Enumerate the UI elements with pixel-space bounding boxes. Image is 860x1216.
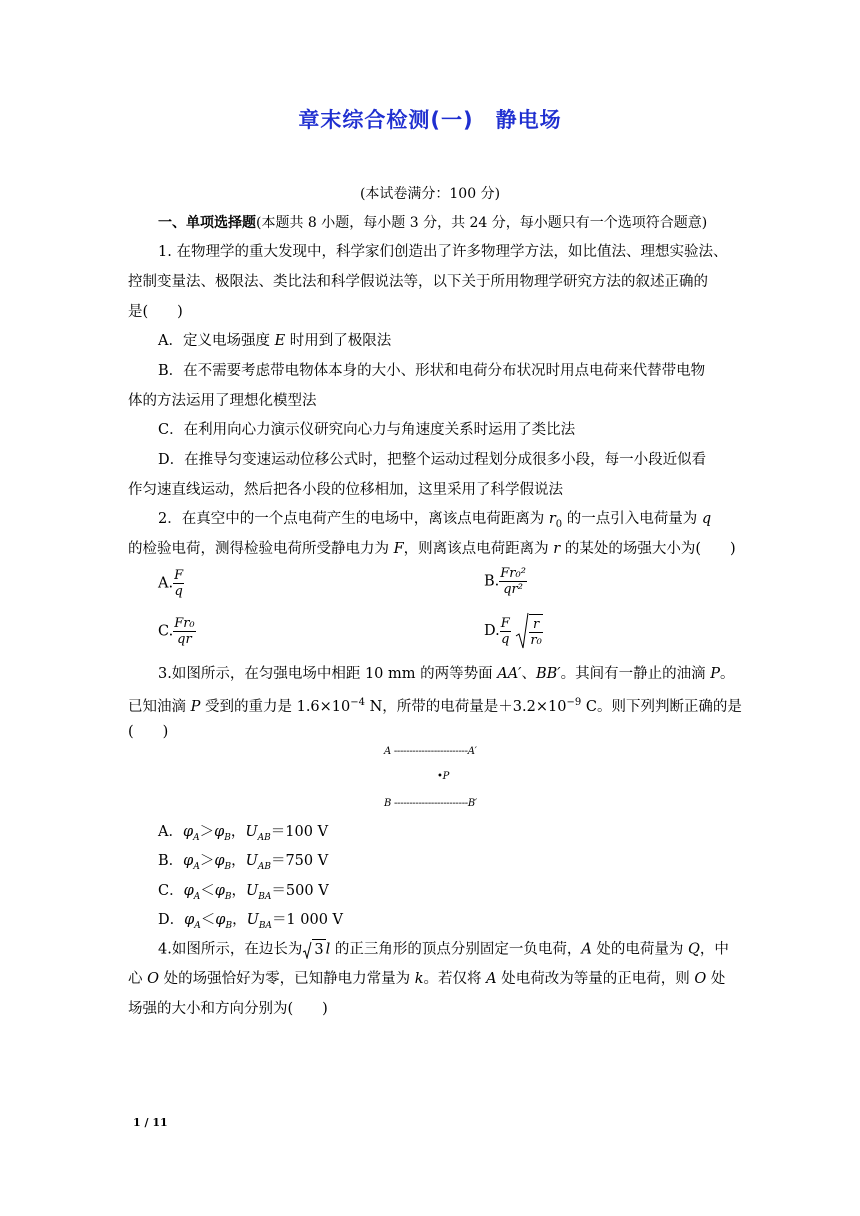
oil-drop-p: •P (437, 771, 450, 782)
q2-r0: r (548, 511, 556, 527)
q4-O-2: O (694, 971, 707, 987)
q3-a-s2: B (224, 832, 231, 843)
q3-P-2: P (190, 698, 201, 715)
q4-text-4: ，中 (699, 941, 729, 958)
q4-sqrt (302, 939, 325, 960)
q4-text-9: 处 (706, 971, 726, 987)
q2-text: 2．在真空中的一个点电荷产生的电场中，离该点电荷距离为 (158, 511, 549, 527)
q3-a-s1: A (193, 832, 200, 843)
q2-a-fraction (173, 568, 184, 599)
q3-c-us: BA (258, 891, 272, 902)
q2-option-b (484, 566, 527, 597)
q2-d-rad-den: r₀ (530, 633, 542, 648)
section-rule: (本题共 8 小题，每小题 3 分，共 24 分，每小题只有一个选项符合题意) (256, 215, 708, 231)
q2-option-d (484, 612, 543, 650)
q3-a-phi2: φ (214, 824, 225, 840)
q3-d-phi2: φ (215, 912, 226, 928)
q2-d-num: F (500, 615, 510, 631)
q3-stem-line2 (128, 693, 742, 717)
q3-b-U: U (245, 853, 258, 869)
q3-c-val: ＝500 V (271, 883, 329, 899)
dashed-line-b: ------------------------ (393, 798, 468, 809)
q3-d-s1: A (194, 920, 201, 931)
q3-stem-line1 (158, 664, 734, 684)
q2-d-label: D. (484, 623, 500, 639)
q3-c-phi2: φ (214, 883, 225, 899)
q3-text-4: 已知油滴 (128, 698, 191, 715)
q2-q: q (701, 511, 712, 527)
q2-c-num: Fr₀ (174, 616, 195, 631)
diagram-line-b (384, 798, 477, 809)
q3-exp1: −4 (350, 697, 366, 708)
q3-BB: BB′ (535, 666, 561, 682)
section-title: 一、单项选择题 (158, 215, 256, 231)
q4-radicand: 3 (312, 939, 325, 960)
q1-option-d-line2: 作匀速直线运动，然后把各小段的位移相加，这里采用了科学假说法 (128, 482, 563, 498)
q4-k: k (414, 971, 424, 987)
q3-sep: 、 (521, 666, 536, 682)
q2-text-5: 的某处的场强大小为( ) (560, 541, 736, 557)
q3-c-phi: φ (183, 883, 194, 899)
diagram-line-a (384, 746, 477, 757)
q2-c-den: qr (177, 632, 192, 647)
label-a-prime: A′ (467, 746, 477, 757)
q1-a-var: E (274, 333, 286, 349)
q1-option-a (158, 331, 734, 351)
page-title (0, 104, 860, 134)
q3-text-2: 。其间有一静止的油滴 (560, 666, 711, 682)
q3-b-label: B． (158, 853, 184, 869)
q3-c-s1: A (193, 891, 201, 902)
sqrt-sign-icon (515, 612, 529, 650)
q4-A: A (581, 941, 592, 958)
q3-d-val: ＝1 000 V (271, 912, 344, 928)
q2-d-fraction (500, 616, 511, 647)
q4-text-2: 的正三角形的顶点分别固定一负电荷， (330, 941, 582, 958)
q3-a-us: AB (257, 832, 271, 843)
q3-d-rel: ＜ (200, 912, 216, 928)
q1-a-text: A．定义电场强度 (158, 333, 275, 349)
q2-a-num: F (174, 568, 184, 583)
q2-c-fraction (173, 616, 195, 647)
q3-a-val: ＝100 V (270, 824, 329, 840)
q3-text-5: 受到的重力是 1.6×10 (200, 698, 351, 715)
q1-stem-line2: 控制变量法、极限法、类比法和科学假说法等，以下关于所用物理学研究方法的叙述正确的 (128, 274, 708, 290)
q2-r: r (553, 541, 561, 557)
q3-b-s2: B (224, 861, 232, 872)
q4-text-7: 。若仅将 (423, 971, 487, 987)
q2-r0-sub: 0 (555, 518, 563, 530)
q3-option-d: D．$\varphi_A<\varphi_B$，$U_{BA}=1$ 000 V (158, 912, 344, 931)
title-sub: 静电场 (495, 108, 562, 132)
q1-option-b-line2: 体的方法运用了理想化模型法 (128, 393, 317, 409)
q4-text-6: 处的场强恰好为零，已知静电力常量为 (159, 971, 415, 987)
q2-b-fraction (499, 566, 527, 597)
q3-option-c: C．$\varphi_A<\varphi_B$，$U_{BA}=500$ V (158, 883, 329, 902)
q3-a-phi: φ (182, 824, 194, 840)
q2-option-a (158, 568, 184, 599)
q3-AA: AA′ (497, 666, 522, 682)
q3-b-us: AB (257, 861, 271, 872)
q3-c-s2: B (224, 891, 232, 902)
q3-option-b: B．$\varphi_A>\varphi_B$，$U_{AB}=750$ V (158, 853, 329, 872)
q4-text: 4.如图所示，在边长为 (158, 941, 303, 958)
q3-a-rel: ＞ (199, 824, 215, 840)
q2-c-label: C. (158, 623, 174, 640)
q4-text-5: 心 (128, 971, 148, 987)
q3-a-label: A． (158, 824, 183, 840)
q3-text: 3.如图所示，在匀强电场中相距 10 mm 的两等势面 (158, 666, 498, 682)
q2-a-label: A. (158, 575, 174, 592)
q2-text-2: 的一点引入电荷量为 (562, 511, 702, 527)
q3-stem-line3: ( ) (128, 724, 169, 740)
q3-d-U: U (246, 912, 259, 928)
q2-b-label: B. (484, 573, 500, 590)
q1-stem-line1: 1. 在物理学的重大发现中，科学家们创造出了许多物理学方法，如比值法、理想实验法、 (158, 244, 728, 260)
q3-c-label: C． (158, 883, 184, 899)
q4-Q: Q (688, 941, 700, 958)
q2-F: F (393, 541, 404, 557)
page-number: 1 / 11 (133, 1116, 168, 1129)
sqrt-sign-icon (302, 941, 312, 959)
q3-option-a: A．$\varphi_A>\varphi_B$，$U_{AB}=100$ V (158, 824, 329, 843)
q4-stem-line1 (158, 939, 734, 960)
q1-option-b-line1: B．在不需要考虑带电物体本身的大小、形状和电荷分布状况时用点电荷来代替带电物 (158, 363, 706, 379)
q3-b-s1: A (193, 861, 200, 872)
section-heading (158, 213, 734, 233)
q2-d-radicand (529, 614, 542, 648)
q4-A-2: A (486, 971, 497, 987)
equipotential-diagram (384, 744, 514, 814)
dashed-line-a: ------------------------ (393, 746, 468, 757)
q3-a-U: U (245, 824, 258, 840)
q2-stem-line2 (128, 539, 734, 559)
q1-option-d-line1: D．在推导匀变速运动位移公式时，把整个运动过程划分成很多小段，每一小段近似看 (158, 452, 707, 468)
q3-text-7: C。则下列判断正确的是 (581, 698, 742, 715)
q3-d-label: D． (158, 912, 185, 928)
score-note: (本试卷满分：100 分) (359, 186, 501, 202)
q2-stem-line1 (158, 509, 734, 535)
q4-stem-line3: 场强的大小和方向分别为( ) (128, 1001, 328, 1017)
q2-b-den: qr² (503, 582, 523, 597)
q2-b-num: Fr₀² (500, 566, 526, 581)
q2-text-3: 的检验电荷，测得检验电荷所受静电力为 (128, 541, 394, 557)
label-b-prime: B′ (467, 798, 477, 809)
q4-O: O (147, 971, 159, 987)
q3-d-s2: B (225, 920, 233, 931)
q4-text-3: 处的电荷量为 (591, 941, 689, 958)
q2-d-rad-num: r (529, 617, 542, 633)
q3-b-rel: ＞ (199, 853, 215, 869)
title-main: 章末综合检测(一) (298, 108, 474, 132)
q2-a-den: q (174, 584, 183, 599)
q2-d-sqrt (515, 612, 542, 650)
q3-c-U: U (246, 883, 259, 899)
q3-b-phi2: φ (214, 853, 225, 869)
q3-c-rel: ＜ (200, 883, 215, 899)
q4-stem-line2 (128, 969, 734, 989)
q3-text-6: N，所带的电荷量是＋3.2×10 (365, 698, 567, 715)
q3-d-us: BA (258, 920, 272, 931)
label-a: A (384, 746, 391, 757)
q3-exp2: −9 (566, 697, 582, 708)
q3-P: P (710, 666, 720, 682)
q1-stem-line3: 是( ) (128, 304, 183, 320)
q2-text-4: ，则离该点电荷距离为 (403, 541, 554, 557)
q3-b-val: ＝750 V (270, 853, 329, 869)
q3-b-phi: φ (183, 853, 194, 869)
q2-option-c (158, 616, 196, 647)
q1-option-c: C．在利用向心力演示仪研究向心力与角速度关系时运用了类比法 (158, 422, 576, 438)
q4-l: l (325, 941, 331, 958)
q4-text-8: 处电荷改为等量的正电荷，则 (496, 971, 695, 987)
q3-d-phi: φ (184, 912, 195, 928)
q1-a-text-end: 时用到了极限法 (285, 333, 392, 349)
q3-text-3: 。 (719, 666, 735, 682)
q2-d-den: q (501, 631, 510, 647)
label-b: B (384, 798, 392, 809)
